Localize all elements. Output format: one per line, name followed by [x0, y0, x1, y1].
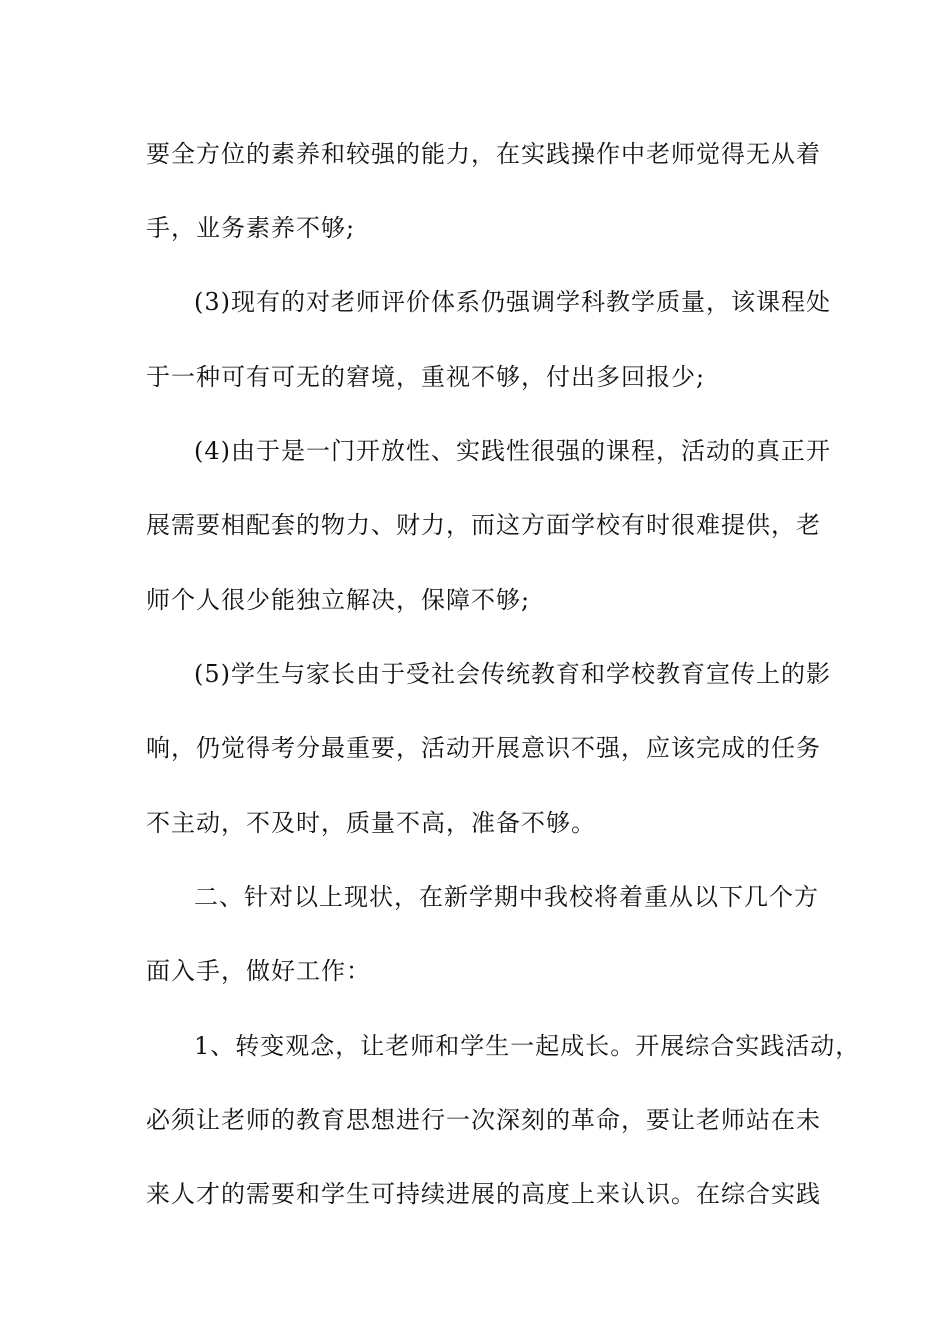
text-line: 来人才的需要和学生可持续进展的高度上来认识。在综合实践	[146, 1180, 821, 1208]
text-line: 二、针对以上现状，在新学期中我校将着重从以下几个方	[194, 883, 819, 911]
text-line: 响，仍觉得考分最重要，活动开展意识不强，应该完成的任务	[146, 734, 821, 762]
text-line: (5)学生与家长由于受社会传统教育和学校教育宣传上的影	[194, 660, 831, 688]
text-line: 必须让老师的教育思想进行一次深刻的革命，要让老师站在未	[146, 1106, 821, 1134]
text-line: 于一种可有可无的窘境，重视不够，付出多回报少;	[146, 363, 706, 391]
text-line: (4)由于是一门开放性、实践性很强的课程，活动的真正开	[194, 437, 831, 465]
text-line: 师个人很少能独立解决，保障不够;	[146, 586, 531, 614]
text-line: 不主动，不及时，质量不高，准备不够。	[146, 809, 596, 837]
text-line: 1、转变观念，让老师和学生一起成长。开展综合实践活动，	[194, 1032, 861, 1060]
text-line: (3)现有的对老师评价体系仍强调学科教学质量，该课程处	[194, 288, 831, 316]
text-line: 要全方位的素养和较强的能力，在实践操作中老师觉得无从着	[146, 140, 821, 168]
text-line: 展需要相配套的物力、财力，而这方面学校有时很难提供，老	[146, 511, 821, 539]
text-line: 手，业务素养不够;	[146, 214, 356, 242]
text-line: 面入手，做好工作：	[146, 957, 371, 985]
